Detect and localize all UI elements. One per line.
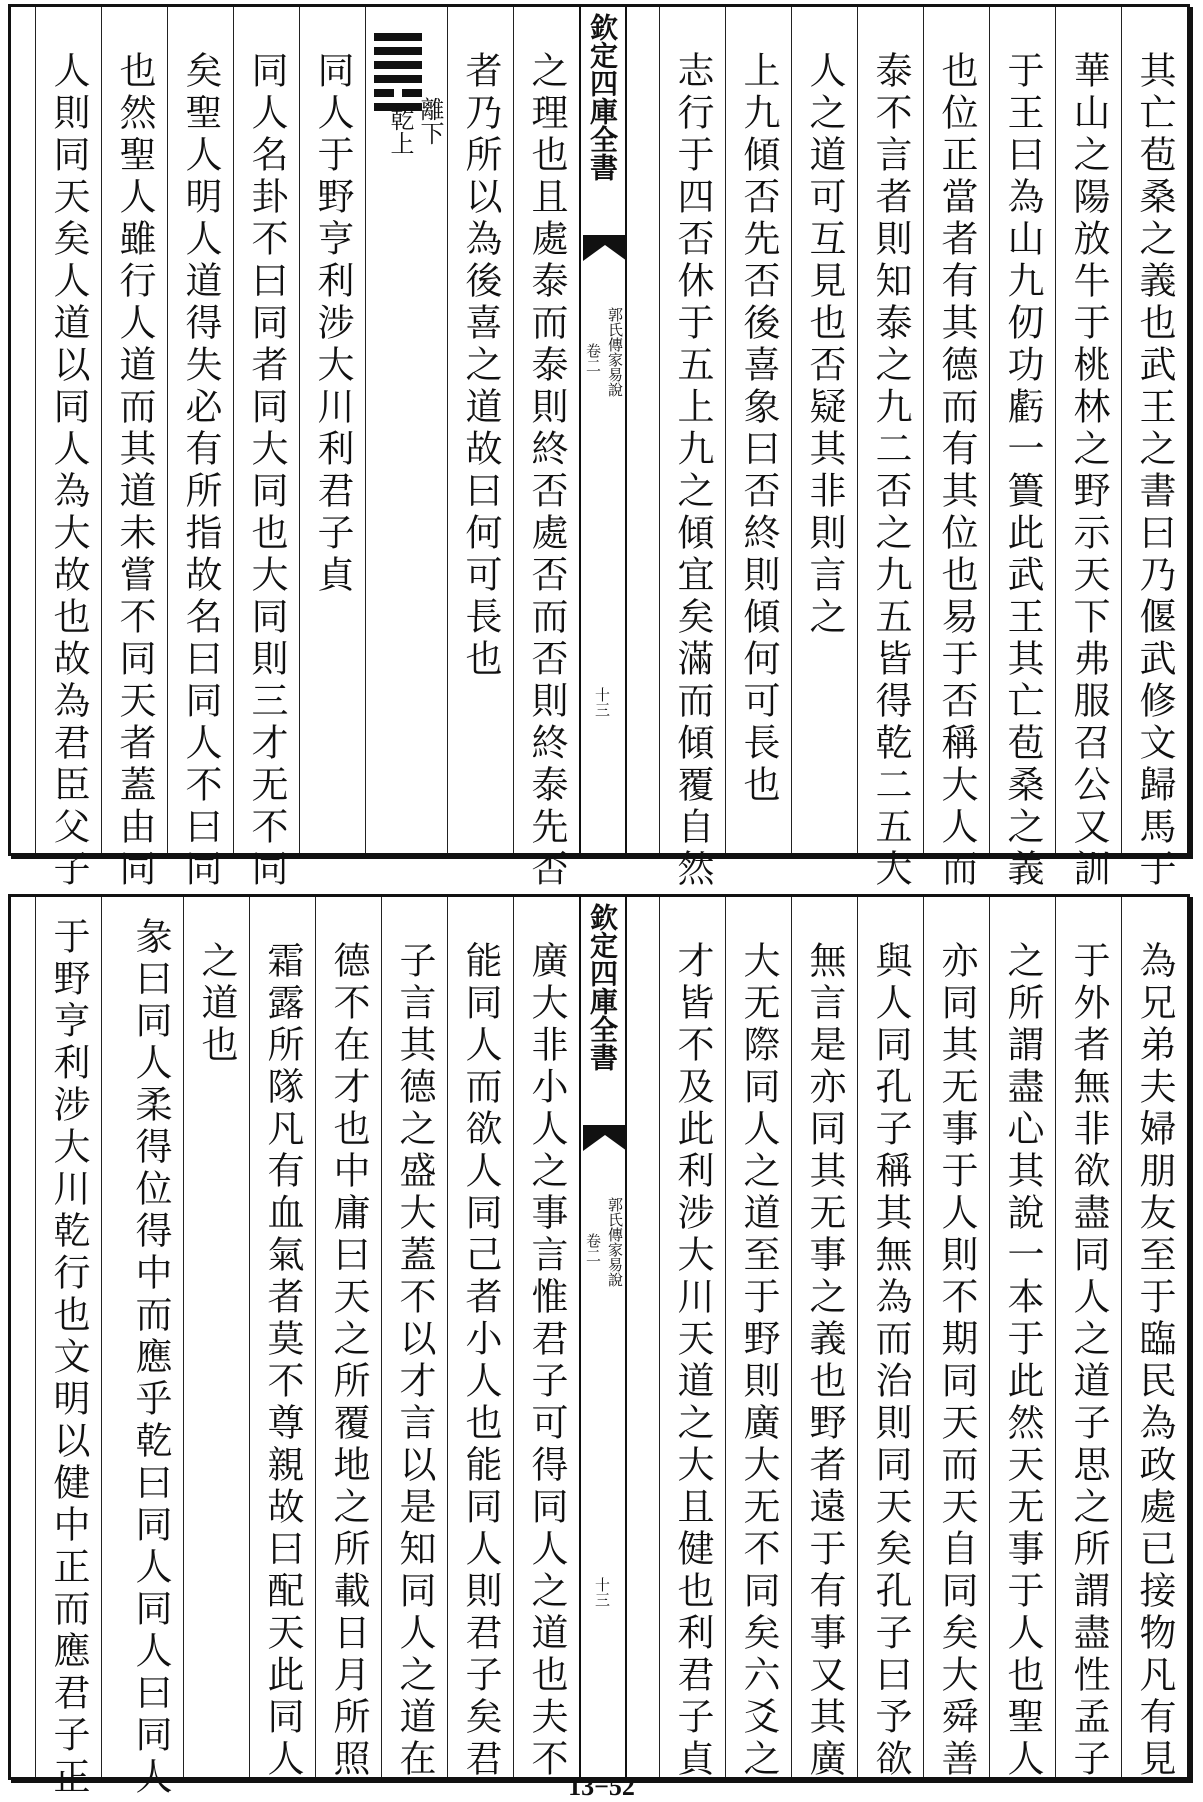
text-column bbox=[35, 7, 101, 891]
column-text: 霜露所隊凡有血氣者莫不尊親故曰配天此同人 bbox=[261, 941, 304, 1781]
text-column bbox=[1055, 897, 1121, 1781]
column-text: 同人名卦不曰同者同大同也大同則三才无不同 bbox=[245, 51, 288, 891]
text-column bbox=[791, 897, 857, 1781]
column-text: 華山之陽放牛于桃林之野示天下弗服召公又訓 bbox=[1067, 51, 1110, 891]
text-column bbox=[513, 897, 579, 1781]
column-text: 也然聖人雖行人道而其道未嘗不同天者蓋由同 bbox=[113, 51, 156, 891]
fish-tail-mark-icon bbox=[583, 1125, 627, 1151]
column-text: 能同人而欲人同己者小人也能同人則君子矣君 bbox=[459, 941, 502, 1781]
text-column bbox=[315, 897, 381, 1781]
lower-trigram-label: 離下 bbox=[416, 97, 444, 145]
page-number: 十三 bbox=[593, 687, 611, 717]
column-text: 為兄弟夫婦朋友至于臨民為政處已接物凡有見 bbox=[1133, 941, 1176, 1781]
text-column bbox=[447, 7, 513, 853]
text-column bbox=[447, 897, 513, 1781]
column-text: 才皆不及此利涉大川天道之大且健也利君子貞 bbox=[671, 941, 714, 1781]
text-column bbox=[857, 897, 923, 1781]
column-text: 之理也且處泰而泰則終否處否而否則終泰先否 bbox=[525, 51, 568, 891]
text-column bbox=[923, 897, 989, 1781]
column-text: 大无際同人之道至于野則廣大无不同矣六爻之 bbox=[737, 941, 780, 1781]
text-column bbox=[1055, 7, 1121, 891]
text-column bbox=[857, 7, 923, 891]
center-fold bbox=[579, 7, 627, 853]
column-text: 者乃所以為後喜之道故曰何可長也 bbox=[459, 51, 502, 681]
text-column bbox=[249, 897, 315, 1781]
column-text: 廣大非小人之事言惟君子可得同人之道也夫不 bbox=[525, 941, 568, 1781]
column-text: 其亡苞桑之義也武王之書曰乃偃武修文歸馬于 bbox=[1133, 51, 1176, 891]
upper-trigram-label: 乾上 bbox=[386, 107, 414, 155]
book-title: 欽定四庫全書 bbox=[586, 13, 619, 181]
column-text: 上九傾否先否後喜象曰否終則傾何可長也 bbox=[737, 51, 780, 807]
column-text: 于王曰為山九仞功虧一簣此武王其亡苞桑之義 bbox=[1001, 51, 1044, 891]
column-text: 亦同其无事于人則不期同天而天自同矣大舜善 bbox=[935, 941, 978, 1781]
column-text: 德不在才也中庸曰天之所覆地之所載日月所照 bbox=[327, 941, 370, 1781]
book-subtitle: 郭氏傳家易說 bbox=[606, 1197, 624, 1287]
column-text: 與人同孔子稱其無為而治則同天矣孔子曰予欲 bbox=[869, 941, 912, 1781]
column-text: 之所謂盡心其說一本于此然天无事于人也聖人 bbox=[1001, 941, 1044, 1781]
column-text: 人則同天矣人道以同人為大故也故為君臣父子 bbox=[47, 51, 90, 891]
column-text: 彖曰同人柔得位得中而應乎乾曰同人同人曰同人 bbox=[129, 917, 172, 1799]
text-column bbox=[167, 7, 233, 891]
text-column bbox=[299, 7, 365, 853]
juan-label: 卷二 bbox=[584, 343, 602, 373]
text-column bbox=[725, 897, 791, 1781]
text-column bbox=[513, 7, 579, 891]
column-text: 志行于四否休于五上九之傾宜矣滿而傾覆自然 bbox=[671, 51, 714, 891]
book-subtitle: 郭氏傳家易說 bbox=[606, 307, 624, 397]
column-text: 無言是亦同其无事之義也野者遠于有事又其廣 bbox=[803, 941, 846, 1781]
column-text: 于野亨利涉大川乾行也文明以健中正而應君子正 bbox=[47, 917, 90, 1799]
text-column bbox=[989, 7, 1055, 891]
text-column bbox=[923, 7, 989, 891]
column-text: 于外者無非欲盡同人之道子思之所謂盡性孟子 bbox=[1067, 941, 1110, 1781]
text-column bbox=[659, 7, 725, 891]
column-text: 也位正當者有其德而有其位也易于否稱大人而 bbox=[935, 51, 978, 891]
top-panel bbox=[8, 4, 1190, 891]
text-column bbox=[1121, 897, 1187, 1781]
text-column bbox=[1121, 7, 1187, 891]
text-column bbox=[659, 897, 725, 1781]
column-text: 矣聖人明人道得失必有所指故名曰同人不曰同 bbox=[179, 51, 222, 891]
text-column bbox=[101, 897, 183, 1799]
text-column bbox=[381, 897, 447, 1781]
hexagram-column bbox=[365, 7, 447, 853]
page-folio-number: 13−52 bbox=[568, 1772, 635, 1801]
column-text: 泰不言者則知泰之九二否之九五皆得乾二五大 bbox=[869, 51, 912, 891]
column-text: 同人于野亨利涉大川利君子貞 bbox=[311, 51, 354, 597]
column-text: 子言其德之盛大蓋不以才言以是知同人之道在 bbox=[393, 941, 436, 1781]
text-column bbox=[101, 7, 167, 891]
book-title: 欽定四庫全書 bbox=[586, 903, 619, 1071]
text-column bbox=[183, 897, 249, 1777]
text-column bbox=[791, 7, 857, 853]
juan-label: 卷二 bbox=[584, 1233, 602, 1263]
fish-tail-mark-icon bbox=[583, 235, 627, 261]
center-fold bbox=[579, 897, 627, 1777]
text-column bbox=[35, 897, 101, 1799]
text-column bbox=[725, 7, 791, 853]
column-text: 之道也 bbox=[195, 941, 238, 1067]
text-column bbox=[233, 7, 299, 891]
page-number: 十三 bbox=[593, 1577, 611, 1607]
text-column bbox=[989, 897, 1055, 1781]
column-text: 人之道可互見也否疑其非則言之 bbox=[803, 51, 846, 639]
